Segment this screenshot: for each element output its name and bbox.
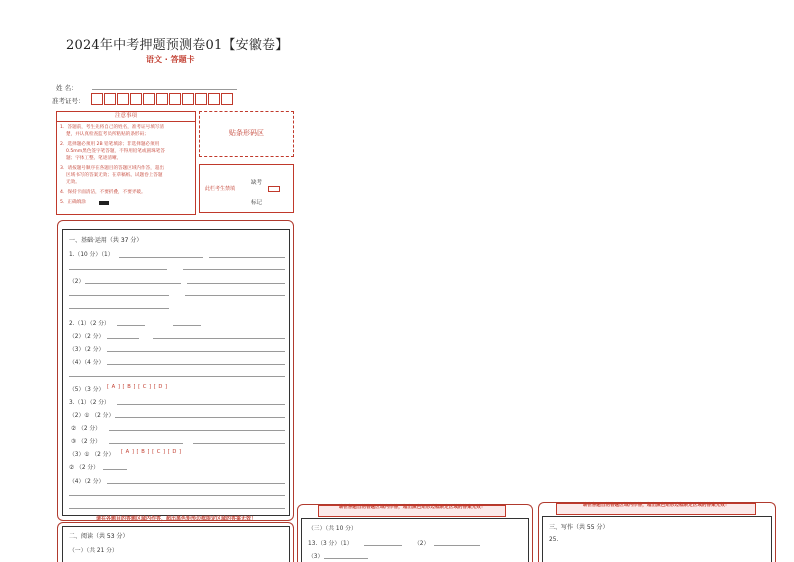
answer-line[interactable] [107, 483, 285, 484]
answer-line[interactable] [119, 257, 203, 258]
ticket-cell[interactable] [143, 93, 155, 105]
note-line: 2．选择题必须用 2B 铅笔填涂；非选择题必须用 [60, 142, 160, 147]
absent-label-bottom: 标记 [251, 200, 263, 206]
notes-box [56, 111, 196, 215]
answer-line[interactable] [107, 351, 285, 352]
note-line: 5．正确填涂 [60, 200, 86, 205]
middle-warning: 请在各题目的答题区域内作答，超出黑色矩形边框限定区域的答案无效！ [338, 505, 486, 510]
q3-3b-label: ② （2 分） [69, 465, 99, 471]
answer-line[interactable] [69, 308, 169, 309]
q3-3-options[interactable]: [ A ] [ B ] [ C ] [ D ] [121, 449, 182, 455]
answer-line[interactable] [364, 545, 402, 546]
middle-subheading: （三）（共 10 分） [308, 526, 357, 532]
ticket-cell[interactable] [195, 93, 207, 105]
answer-line[interactable] [69, 295, 169, 296]
answer-line[interactable] [115, 417, 285, 418]
answer-line[interactable] [185, 295, 285, 296]
part1-answer-panel [62, 229, 290, 516]
answer-line[interactable] [187, 283, 285, 284]
q13-3-label: （3） [308, 554, 324, 560]
answer-line[interactable] [69, 269, 167, 270]
answer-line[interactable] [183, 269, 285, 270]
note-line: 1．答题前，考生先将自己的姓名，准考证号填写清 [60, 125, 164, 130]
q2-4-label: （4）（4 分） [69, 360, 105, 366]
absent-label-top: 缺考 [251, 180, 263, 186]
answer-line[interactable] [117, 325, 145, 326]
ticket-cell[interactable] [91, 93, 103, 105]
q25-label: 25. [549, 537, 559, 543]
barcode-label: 贴条形码区 [229, 129, 264, 137]
ticket-label: 准考证号： [52, 97, 85, 105]
q2-5-label: （5）（3 分） [69, 387, 105, 393]
answer-line[interactable] [69, 376, 285, 377]
q13-2-label: （2） [414, 541, 430, 547]
ticket-cell[interactable] [221, 93, 233, 105]
filled-mark-sample [99, 201, 109, 205]
answer-line[interactable] [109, 430, 285, 431]
note-line: 无效。 [66, 180, 80, 185]
answer-line[interactable] [173, 325, 201, 326]
part2-answer-panel [62, 526, 290, 562]
ticket-cell[interactable] [208, 93, 220, 105]
barcode-area [199, 111, 294, 157]
answer-line[interactable] [103, 469, 127, 470]
answer-line[interactable] [117, 404, 285, 405]
ticket-cell[interactable] [182, 93, 194, 105]
part1-heading: 一、基础·运用（共 37 分） [69, 237, 143, 244]
ticket-cell[interactable] [104, 93, 116, 105]
part3-heading: 三、写作（共 55 分） [549, 524, 609, 531]
answer-line[interactable] [107, 338, 139, 339]
q3-2b-label: ② （2 分） [71, 426, 101, 432]
answer-line[interactable] [109, 443, 183, 444]
ticket-cell[interactable] [117, 93, 129, 105]
boundary-warning: 请在各题目的答题区域内作答，超出黑色矩形边框限定区域的答案无效！ [95, 516, 256, 522]
answer-line[interactable] [107, 364, 285, 365]
name-field[interactable] [92, 89, 237, 90]
answer-line[interactable] [434, 545, 480, 546]
right-warning: 请在各题目的答题区域内作答，超出黑色矩形边框限定区域的答案无效！ [582, 503, 730, 508]
q2-1-label: 2.（1）（2 分） [69, 321, 110, 327]
name-label: 姓 名： [56, 84, 78, 92]
note-line: 题；字体工整、笔迹清晰。 [66, 156, 122, 161]
right-answer-panel [542, 516, 772, 562]
note-line: 0.5mm黑色签字笔答题，不得用铅笔或圆珠笔答 [66, 149, 165, 154]
q1-label: 1.（10 分）（1） [69, 252, 114, 258]
ticket-cell[interactable] [156, 93, 168, 105]
page-title: 2024年中考押题预测卷01【安徽卷】 [66, 38, 289, 53]
answer-line[interactable] [324, 558, 368, 559]
answer-line[interactable] [69, 495, 285, 496]
notes-title: 注意事项 [57, 112, 195, 122]
note-line: 区域书写的答案无效；在草稿纸、试题卷上答题 [66, 173, 163, 178]
ticket-cell[interactable] [130, 93, 142, 105]
answer-line[interactable] [153, 338, 285, 339]
q2-5-options[interactable]: [ A ] [ B ] [ C ] [ D ] [107, 384, 168, 390]
answer-line[interactable] [209, 257, 285, 258]
q3-4-label: （4）（2 分） [69, 479, 105, 485]
part2-subheading: （一）（共 21 分） [69, 548, 118, 554]
absent-note: 此栏考生禁填 [205, 186, 236, 192]
part2-heading: 二、阅读（共 53 分） [69, 533, 129, 540]
q3-1-label: 3.（1）（2 分） [69, 400, 110, 406]
page-subtitle: 语文 · 答题卡 [146, 55, 195, 64]
answer-line[interactable] [69, 508, 285, 509]
middle-answer-panel [301, 518, 529, 562]
note-line: 4．保持卡面清洁，不要折叠，不要弄破。 [60, 190, 146, 195]
q2-3-label: （3）（2 分） [69, 347, 105, 353]
q3-2c-label: ③ （2 分） [71, 439, 101, 445]
q3-2-label: （2）① （2 分） [69, 413, 115, 419]
note-line: 楚，并认真检查监考员所粘贴的条形码； [66, 132, 149, 137]
q3-3-label: （3）① （2 分） [69, 452, 115, 458]
note-line: 3．请按题号顺序在各题目的答题区域内作答，超出 [60, 166, 164, 171]
absent-checkbox[interactable] [268, 186, 280, 192]
ticket-cell[interactable] [169, 93, 181, 105]
q1-2-label: （2） [69, 279, 85, 285]
answer-line[interactable] [193, 443, 285, 444]
q2-2-label: （2）（2 分） [69, 334, 105, 340]
q13-label: 13.（3 分）（1） [308, 541, 353, 547]
absent-box [199, 164, 294, 213]
answer-line[interactable] [85, 283, 181, 284]
